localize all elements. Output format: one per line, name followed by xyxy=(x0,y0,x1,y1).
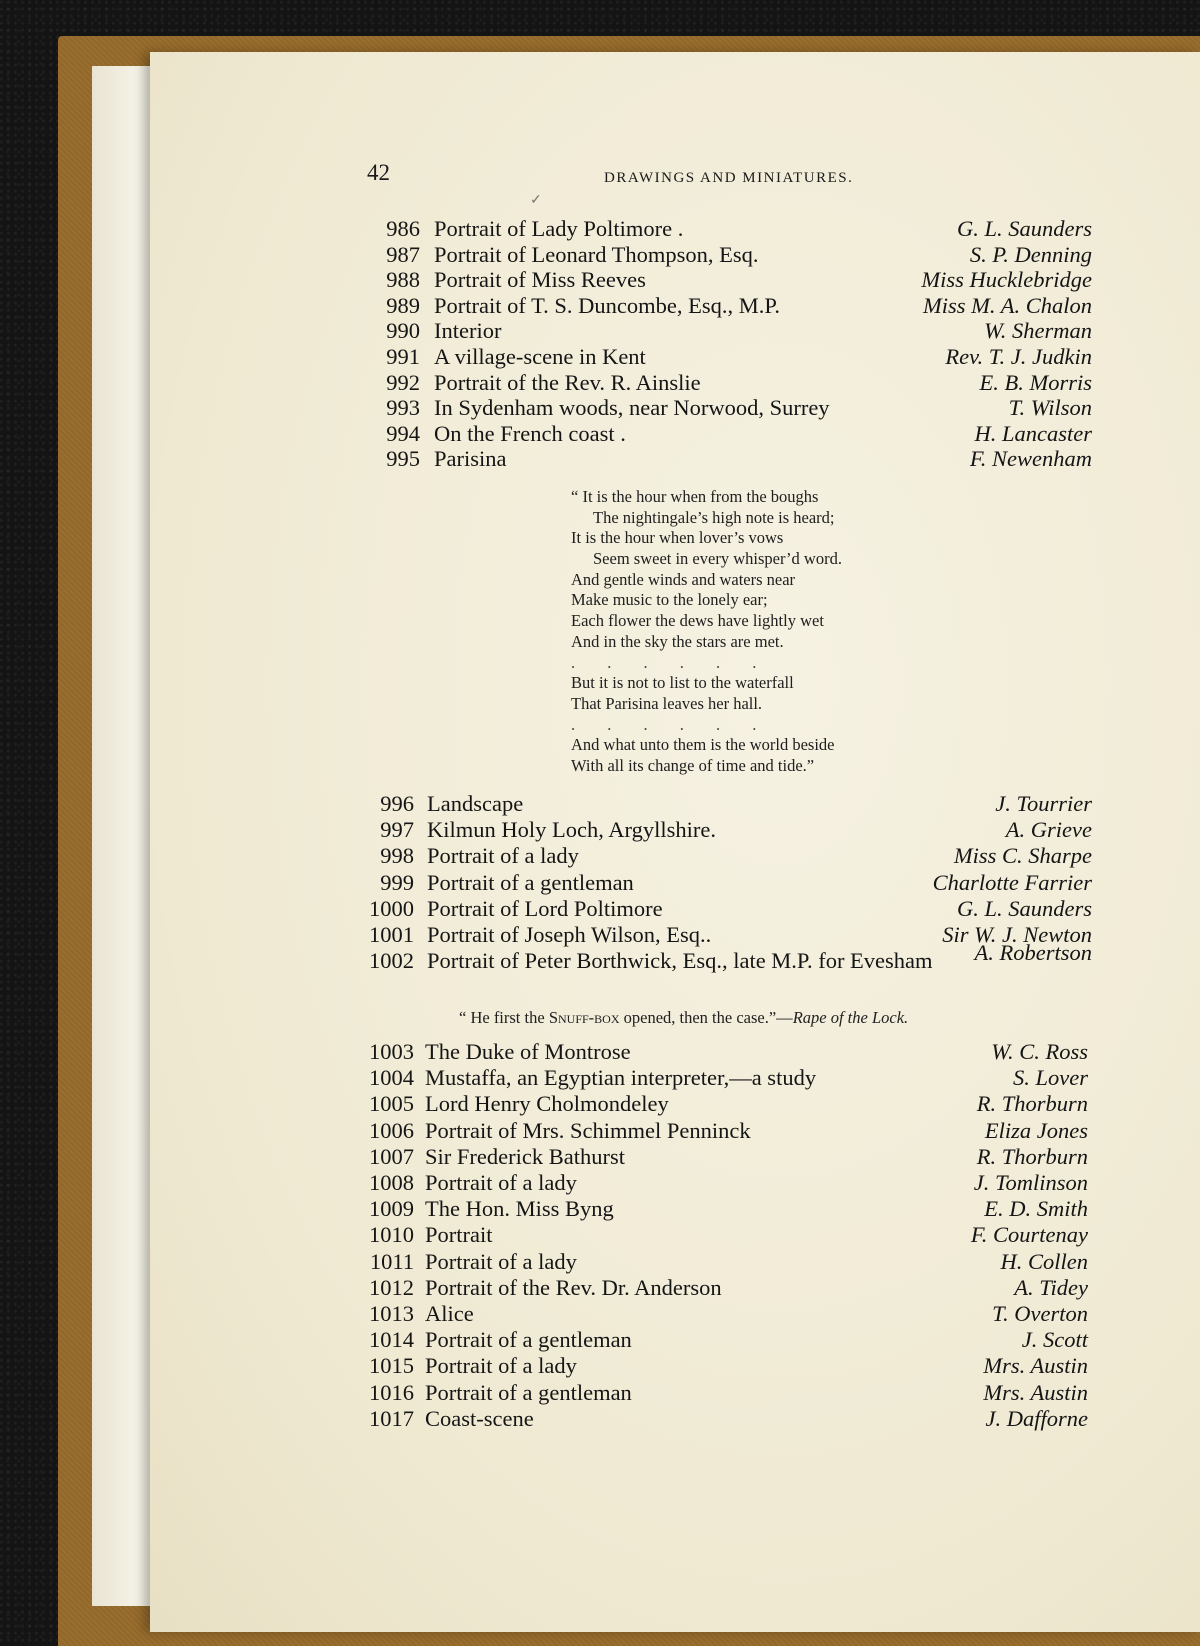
catalogue-entry xyxy=(0,1144,1200,1171)
entry-title: Portrait of Lady Poltimore . xyxy=(434,216,684,241)
verse-ellipsis: . . . . . . xyxy=(571,714,771,734)
entry-number: 987 xyxy=(386,241,420,267)
entry-1002-artist: A. Robertson xyxy=(974,940,1092,965)
entry-artist: J. Tourrier xyxy=(995,791,1092,816)
verse-stanza-3 xyxy=(571,735,842,776)
entry-title: In Sydenham woods, near Norwood, Surrey xyxy=(434,395,830,421)
entry-title: Sir Frederick Bathurst xyxy=(425,1143,625,1169)
entry-artist: J. Tomlinson xyxy=(973,1170,1088,1195)
verse-line: And in the sky the stars are met. xyxy=(571,631,784,651)
catalogue-entry xyxy=(0,395,1200,422)
entry-title: Kilmun Holy Loch, Argyllshire. xyxy=(427,817,716,843)
catalogue-entry xyxy=(0,896,1200,923)
entry-number: 996 xyxy=(380,791,414,816)
entry-artist: Eliza Jones xyxy=(984,1117,1088,1143)
catalogue-entry xyxy=(0,1170,1200,1197)
entry-title: Portrait of T. S. Duncombe, Esq., M.P. xyxy=(434,292,781,318)
entry-number: 1008 xyxy=(369,1170,414,1195)
entry-title: Alice xyxy=(425,1301,474,1326)
entry-artist: Mrs. Austin xyxy=(983,1353,1088,1379)
verse-line: But it is not to list to the waterfall xyxy=(571,673,794,693)
verse-ellipsis: . . . . . . xyxy=(571,652,771,672)
entry-number: 1004 xyxy=(369,1065,414,1091)
entry-artist: Miss C. Sharpe xyxy=(953,843,1092,869)
entry-title: Mustaffa, an Egyptian interpreter,—a study xyxy=(425,1065,817,1091)
entry-number: 1015 xyxy=(369,1353,414,1379)
entry-artist: J. Dafforne xyxy=(985,1405,1088,1431)
catalogue-entry xyxy=(0,1091,1200,1118)
catalogue-entry xyxy=(0,446,1200,473)
entry-title: The Duke of Montrose xyxy=(425,1039,631,1064)
pencil-mark: ✓ xyxy=(530,193,542,208)
quote-middle: opened, then the case.”— xyxy=(619,1008,793,1027)
entry-artist: T. Wilson xyxy=(1008,395,1092,421)
entry-number: 986 xyxy=(386,216,420,241)
catalogue-entry xyxy=(0,1222,1200,1249)
verse-line: Seem sweet in every whisper’d word. xyxy=(593,549,842,569)
catalogue-entry xyxy=(0,1196,1200,1223)
entry-title: Portrait of the Rev. R. Ainslie xyxy=(434,369,701,395)
page-number: 42 xyxy=(367,160,390,185)
entry-title: Portrait of a lady xyxy=(427,843,579,869)
entry-title: Portrait of Joseph Wilson, Esq.. xyxy=(427,922,712,947)
entry-artist: F. Courtenay xyxy=(970,1222,1088,1248)
verse-line: That Parisina leaves her hall. xyxy=(571,693,763,713)
entry-artist: G. L. Saunders xyxy=(956,216,1092,241)
entry-title: A village-scene in Kent xyxy=(434,344,646,369)
entry-title: Portrait of a gentleman xyxy=(425,1379,632,1405)
entry-artist: H. Lancaster xyxy=(974,420,1092,446)
entry-number: 989 xyxy=(386,292,420,318)
catalogue-entry xyxy=(0,817,1200,844)
quote-smallcaps: Snuff-box xyxy=(548,1008,620,1027)
entry-artist: S. P. Denning xyxy=(969,241,1092,267)
catalogue-entry xyxy=(0,1275,1200,1302)
entry-title: Portrait of the Rev. Dr. Anderson xyxy=(425,1274,722,1300)
catalogue-entry xyxy=(0,421,1200,448)
entry-number: 1012 xyxy=(369,1274,414,1300)
entry-title: Lord Henry Cholmondeley xyxy=(425,1091,669,1117)
verse-line: And gentle winds and waters near xyxy=(571,569,796,589)
entry-title: Portrait of a lady xyxy=(425,1170,577,1195)
catalogue-entry xyxy=(0,1249,1200,1276)
quote-open: “ He first the xyxy=(459,1008,549,1027)
entry-number: 993 xyxy=(386,395,420,421)
entry-number: 1001 xyxy=(369,922,414,947)
entry-artist: H. Collen xyxy=(1000,1248,1088,1274)
entry-artist: J. Scott xyxy=(1021,1327,1088,1353)
entry-title: Portrait of a lady xyxy=(425,1248,577,1274)
entry-artist: A. Tidey xyxy=(1014,1274,1088,1300)
entry-artist: T. Overton xyxy=(992,1301,1088,1326)
catalogue-entry xyxy=(0,267,1200,294)
running-head: DRAWINGS AND MINIATURES. xyxy=(604,170,854,186)
entry-artist: A. Grieve xyxy=(1005,817,1092,843)
entry-title: The Hon. Miss Byng xyxy=(425,1196,614,1222)
entry-number: 997 xyxy=(380,817,414,843)
entry-title: Coast-scene xyxy=(425,1405,534,1431)
entry-number: 1003 xyxy=(369,1039,414,1064)
entry-title: Parisina xyxy=(434,446,507,472)
entry-number: 1007 xyxy=(369,1143,414,1169)
entry-number: 999 xyxy=(380,869,414,895)
catalogue-entry xyxy=(0,1039,1200,1066)
entry-title: Landscape xyxy=(427,791,524,816)
catalogue-entry xyxy=(0,318,1200,345)
verse-stanza-1 xyxy=(571,487,842,653)
entry-artist: R. Thorburn xyxy=(976,1091,1088,1117)
catalogue-entry xyxy=(0,1301,1200,1328)
catalogue-entry xyxy=(0,1327,1200,1354)
entry-number: 1006 xyxy=(369,1117,414,1143)
entry-number: 994 xyxy=(386,420,420,446)
catalogue-entry xyxy=(0,370,1200,397)
snuff-box-quotation xyxy=(459,1008,908,1028)
entry-artist: S. Lover xyxy=(1013,1065,1088,1091)
catalogue-entry xyxy=(0,791,1200,818)
catalogue-entry xyxy=(0,344,1200,371)
catalogue-entry xyxy=(0,1353,1200,1380)
entry-title: Portrait of Miss Reeves xyxy=(434,267,646,293)
entry-number: 990 xyxy=(386,318,420,344)
catalogue-entry xyxy=(0,242,1200,269)
entry-artist: G. L. Saunders xyxy=(956,895,1092,921)
entry-number: 1005 xyxy=(369,1091,414,1117)
entry-title: On the French coast . xyxy=(434,420,626,446)
entry-title: Portrait of a gentleman xyxy=(427,869,634,895)
entry-title: Interior xyxy=(434,318,502,344)
entry-artist: R. Thorburn xyxy=(976,1143,1088,1169)
entry-artist: E. B. Morris xyxy=(979,369,1092,395)
entry-title: Portrait of Lord Poltimore xyxy=(427,895,663,921)
entry-title: Portrait of a gentleman xyxy=(425,1327,632,1353)
entry-number: 1009 xyxy=(369,1196,414,1222)
entry-artist: F. Newenham xyxy=(969,446,1092,472)
entry-title: Portrait xyxy=(425,1222,493,1248)
verse-line: Each flower the dews have lightly wet xyxy=(571,611,824,631)
entry-number: 995 xyxy=(386,446,420,472)
verse-stanza-2 xyxy=(571,673,842,714)
entry-artist: E. D. Smith xyxy=(984,1196,1088,1222)
entry-title: Portrait of Mrs. Schimmel Penninck xyxy=(425,1117,751,1143)
entry-number: 988 xyxy=(386,267,420,293)
catalogue-entry xyxy=(0,870,1200,897)
verse-line: Make music to the lonely ear; xyxy=(571,590,768,610)
verse-line: The nightingale’s high note is heard; xyxy=(593,507,835,527)
catalogue-entry xyxy=(0,1065,1200,1092)
verse-line: And what unto them is the world beside xyxy=(571,735,835,755)
quote-source: Rape of the Lock. xyxy=(792,1008,909,1027)
entry-title: Portrait of a lady xyxy=(425,1353,577,1379)
verse-quotation xyxy=(571,487,842,777)
verse-line: With all its change of time and tide.” xyxy=(571,755,815,775)
catalogue-entry xyxy=(0,293,1200,320)
catalogue-entry xyxy=(0,1118,1200,1145)
entry-title: Portrait of Peter Borthwick, Esq., late M.P. for Evesham xyxy=(427,948,933,974)
entry-artist: Mrs. Austin xyxy=(983,1379,1088,1405)
entry-number: 1017 xyxy=(369,1405,414,1431)
entry-artist: Charlotte Farrier xyxy=(932,869,1092,895)
entry-number: 1000 xyxy=(369,895,414,921)
entry-number: 1013 xyxy=(369,1301,414,1326)
verse-line: “ It is the hour when from the boughs xyxy=(571,487,819,506)
catalogue-entry xyxy=(0,843,1200,870)
entry-number: 1014 xyxy=(369,1327,414,1353)
entry-artist: Sir W. J. Newton xyxy=(942,922,1092,947)
entry-artist: Rev. T. J. Judkin xyxy=(945,344,1092,369)
entry-number: 998 xyxy=(380,843,414,869)
entry-number: 1002 xyxy=(369,948,414,974)
catalogue-entry xyxy=(0,1406,1200,1433)
entry-artist: Miss M. A. Chalon xyxy=(923,292,1092,318)
entry-number: 992 xyxy=(386,369,420,395)
verse-line: It is the hour when lover’s vows xyxy=(571,528,784,548)
catalogue-entry xyxy=(0,216,1200,243)
entry-number: 1010 xyxy=(369,1222,414,1248)
entry-artist: Miss Hucklebridge xyxy=(921,267,1092,293)
entry-number: 991 xyxy=(386,344,420,369)
entry-title: Portrait of Leonard Thompson, Esq. xyxy=(434,241,759,267)
entry-number: 1011 xyxy=(369,1248,414,1274)
entry-artist: W. C. Ross xyxy=(991,1039,1088,1064)
entry-number: 1016 xyxy=(369,1379,414,1405)
catalogue-entry xyxy=(0,1380,1200,1407)
entry-artist: W. Sherman xyxy=(984,318,1092,344)
